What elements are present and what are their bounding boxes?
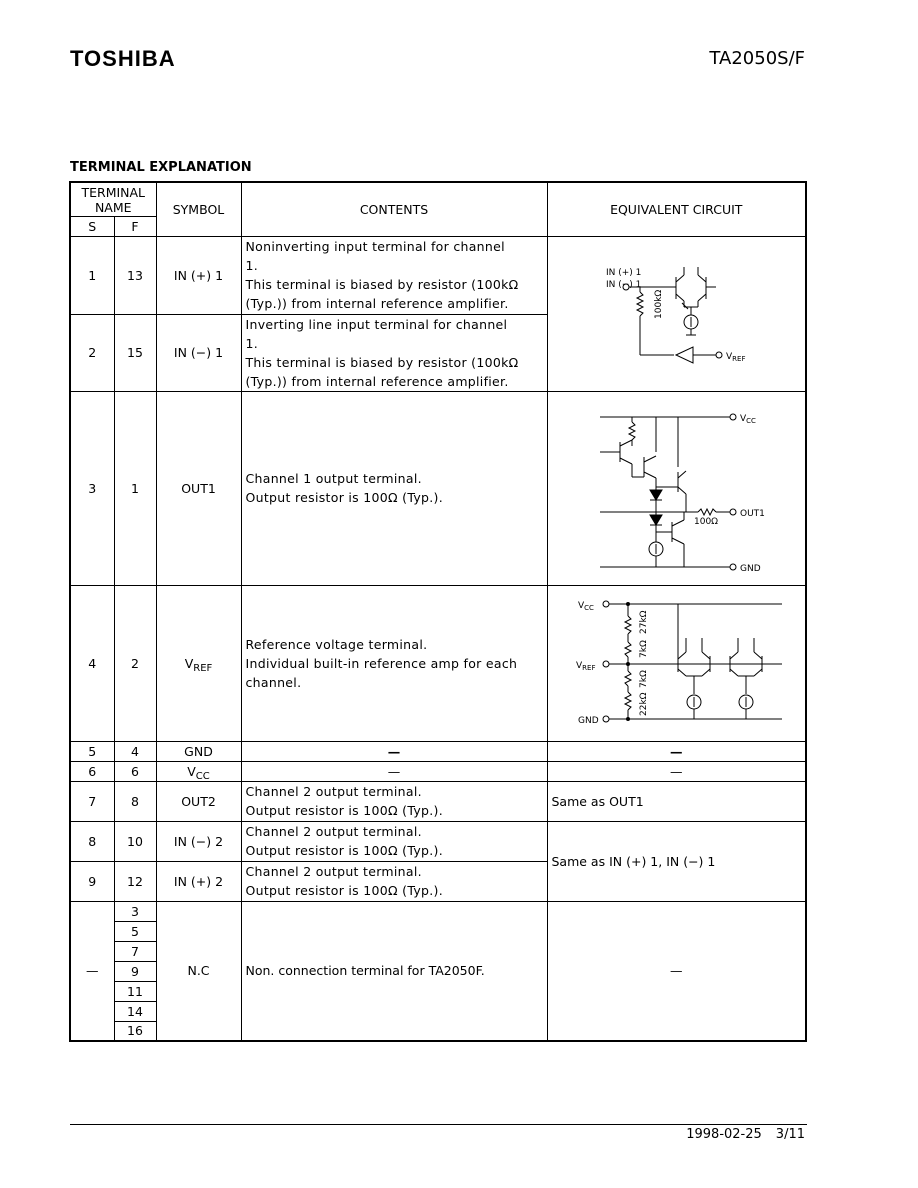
output-circuit-cell [547, 391, 806, 585]
contents-line: Channel 1 output terminal. [245, 471, 422, 486]
section-title: TERMINAL EXPLANATION [70, 160, 252, 175]
cell-symbol: GND [156, 741, 241, 761]
contents-line: Individual built-in reference amp for each [245, 655, 518, 671]
cell-s: 8 [70, 821, 114, 861]
vref-equivalent-circuit-diagram [548, 586, 807, 741]
table-row [70, 741, 806, 761]
contents-line: channel. [245, 674, 302, 690]
cell-s: 3 [70, 391, 114, 585]
cell-f: 5 [114, 921, 156, 941]
vref-circuit-cell [547, 585, 806, 741]
contents-line: This terminal is biased by resistor (100kΩ [245, 354, 519, 370]
cell-symbol: IN (+) 2 [156, 861, 241, 901]
table-row [70, 901, 806, 921]
terminal-table [69, 181, 807, 1042]
cell-symbol: IN (−) 1 [156, 314, 241, 391]
contents-line: Channel 2 output terminal. [245, 864, 422, 879]
circuit-label-27k: 27kΩ [638, 609, 649, 634]
contents-line: Channel 2 output terminal. [245, 824, 422, 839]
cell-symbol: $V_{REF}$ [156, 585, 241, 741]
contents-line: Output resistor is 100Ω (Typ.). [245, 883, 443, 898]
cell-s: 4 [70, 585, 114, 741]
table-row [70, 236, 806, 314]
table-header-row [70, 182, 806, 216]
cell-symbol: IN (−) 2 [156, 821, 241, 861]
cell-contents [241, 391, 547, 585]
contents-line: Channel 2 output terminal. [245, 784, 422, 799]
contents-line: 1. [245, 335, 259, 351]
table-row [70, 391, 806, 585]
f-header: F [114, 216, 156, 236]
footer-page: 3/11 [775, 1127, 805, 1142]
contents-line: Output resistor is 100Ω (Typ.). [245, 843, 443, 858]
contents-line: Output resistor is 100Ω (Typ.). [245, 490, 443, 505]
cell-circuit: — [547, 901, 806, 1041]
cell-symbol: N.C [156, 901, 241, 1041]
cell-symbol: $V_{CC}$ [156, 761, 241, 781]
cell-f: 7 [114, 941, 156, 961]
circuit-header: EQUIVALENT CIRCUIT [547, 182, 806, 236]
cell-f: 12 [114, 861, 156, 901]
cell-circuit: Same as IN (+) 1, IN (−) 1 [547, 821, 806, 901]
cell-contents [241, 236, 547, 314]
brand-logo: TOSHIBA [70, 46, 176, 71]
circuit-label-vcc-ref: $V_{CC}$ [577, 600, 594, 612]
name-header-label: NAME [94, 200, 132, 216]
cell-f: 13 [114, 236, 156, 314]
circuit-label-vref-ref: $V_{REF}$ [575, 660, 595, 672]
contents-line: Reference voltage terminal. [245, 636, 428, 652]
circuit-label-out1: OUT1 [739, 508, 765, 519]
contents-line: (Typ.)) from internal reference amplifier. [245, 296, 509, 311]
cell-f: 8 [114, 781, 156, 821]
circuit-label-in-minus: IN (−) 1 [605, 279, 641, 290]
cell-contents [241, 585, 547, 741]
circuit-label-gnd-ref: GND [577, 715, 599, 726]
cell-circuit: Same as OUT1 [547, 781, 806, 821]
footer [672, 1127, 805, 1142]
circuit-label-vcc: $V_{CC}$ [739, 413, 756, 425]
terminal-header-label: TERMINAL [81, 185, 146, 201]
circuit-label-100ohm: 100Ω [693, 516, 718, 527]
circuit-label-100k: 100kΩ [653, 289, 664, 319]
symbol-header: SYMBOL [156, 182, 241, 236]
contents-line: This terminal is biased by resistor (100kΩ [245, 277, 519, 292]
cell-f: 10 [114, 821, 156, 861]
cell-f: 4 [114, 741, 156, 761]
cell-contents [241, 314, 547, 391]
cell-circuit: — [547, 761, 806, 781]
circuit-label-vref: $V_{REF}$ [725, 351, 745, 363]
cell-contents: Non. connection terminal for TA2050F. [241, 901, 547, 1041]
table-row [70, 821, 806, 861]
cell-circuit: — [547, 741, 806, 761]
circuit-label-gnd: GND [739, 563, 761, 574]
cell-f: 1 [114, 391, 156, 585]
contents-line: Inverting line input terminal for channel [245, 316, 508, 332]
cell-s: 6 [70, 761, 114, 781]
contents-line: (Typ.)) from internal reference amplifier. [245, 373, 509, 389]
table-row [70, 585, 806, 741]
contents-header: CONTENTS [241, 182, 547, 236]
cell-f: 11 [114, 981, 156, 1001]
cell-symbol: IN (+) 1 [156, 236, 241, 314]
cell-f: 15 [114, 314, 156, 391]
footer-date: 1998-02-25 [686, 1127, 762, 1142]
cell-s: 2 [70, 314, 114, 391]
cell-contents [241, 861, 547, 901]
contents-line: Output resistor is 100Ω (Typ.). [245, 803, 443, 818]
table-row [70, 781, 806, 821]
cell-contents [241, 821, 547, 861]
terminal-name-header [70, 182, 156, 216]
cell-contents: — [241, 761, 547, 781]
input-equivalent-circuit-diagram [548, 237, 807, 391]
part-number: TA2050S/F [709, 48, 805, 69]
cell-s: 7 [70, 781, 114, 821]
cell-s: 1 [70, 236, 114, 314]
input-circuit-cell [547, 236, 806, 391]
cell-symbol: OUT2 [156, 781, 241, 821]
cell-symbol: OUT1 [156, 391, 241, 585]
cell-contents [241, 781, 547, 821]
cell-f: 3 [114, 901, 156, 921]
cell-s: — [70, 901, 114, 1041]
cell-f: 9 [114, 961, 156, 981]
s-header: S [70, 216, 114, 236]
cell-f: 16 [114, 1021, 156, 1041]
contents-line: Noninverting input terminal for channel [245, 239, 505, 254]
circuit-label-in-plus: IN (+) 1 [605, 267, 641, 278]
footer-divider [70, 1124, 807, 1125]
cell-s: 5 [70, 741, 114, 761]
cell-f: 14 [114, 1001, 156, 1021]
circuit-label-7k-top: 7kΩ [638, 639, 649, 658]
circuit-label-22k: 22kΩ [638, 691, 649, 716]
table-row [70, 761, 806, 781]
contents-line: 1. [245, 258, 259, 273]
cell-s: 9 [70, 861, 114, 901]
cell-f: 6 [114, 761, 156, 781]
output-equivalent-circuit-diagram [548, 392, 807, 585]
cell-contents: — [241, 741, 547, 761]
cell-f: 2 [114, 585, 156, 741]
circuit-label-7k-bottom: 7kΩ [638, 669, 649, 688]
